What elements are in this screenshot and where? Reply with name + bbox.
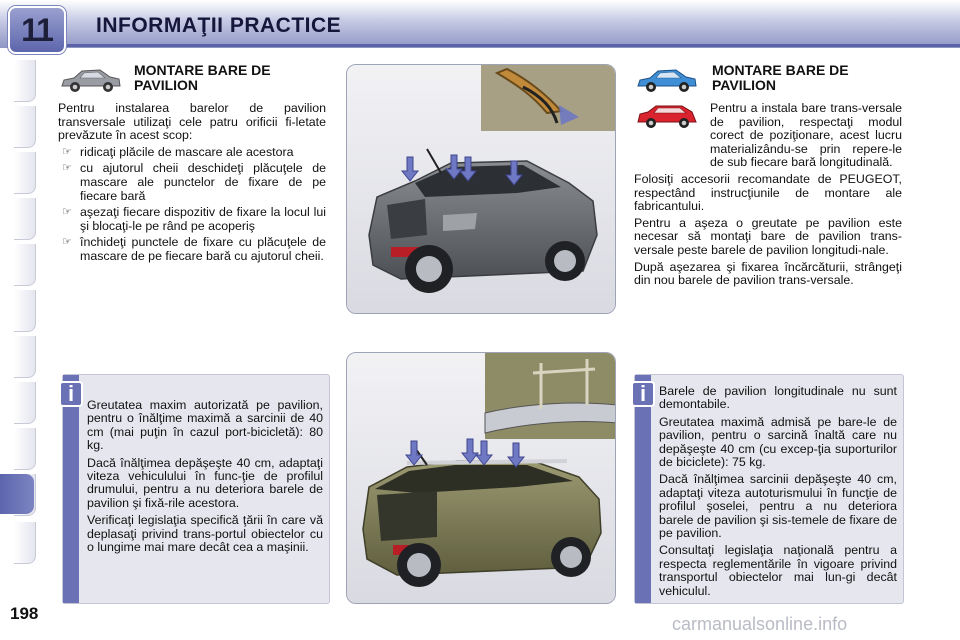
- left-section-intro: Pentru instalarea barelor de pavilion transversale utilizaţi cele patru orificii fi-letate prevăzute în acest scop:: [58, 101, 326, 143]
- list-item: ☞ ridicaţi plăcile de mascare ale acestora: [62, 144, 294, 159]
- info-box-right: [634, 374, 904, 604]
- blue-car-icon: [634, 66, 700, 96]
- pointer-icon: ☞: [62, 236, 72, 249]
- info-box-bar: [635, 375, 651, 603]
- info-paragraph: Barele de pavilion longitudinale nu sunt demontabile.: [659, 384, 897, 412]
- page-number: 198: [10, 604, 39, 623]
- chapter-badge: [8, 6, 66, 54]
- chapter-number: 11: [21, 12, 53, 48]
- header-rule: [60, 44, 960, 47]
- chapter-tab[interactable]: [14, 60, 36, 102]
- chapter-tab[interactable]: [14, 244, 36, 286]
- info-box-left-text: [87, 399, 323, 558]
- estate-illustration: [347, 353, 616, 604]
- info-paragraph: Greutatea maximă admisă pe bare-le de pavilion, pentru o sarcină înaltă care nu depăşeşte 40 cm (cu excep-ţia suporturilor de biciclete): 75 kg.: [659, 414, 897, 470]
- list-item: ☞ închideţi punctele de fixare cu plăcuţele de mascare de pe fiecare bară cu ajutorul cheii.: [62, 235, 326, 263]
- page-title: INFORMAŢII PRACTICE: [96, 14, 342, 37]
- chapter-tab[interactable]: [14, 198, 36, 240]
- right-section-paragraph: După aşezarea şi fixarea încărcăturii, strângeţi din nou barele de pavilion trans-versale.: [634, 259, 902, 288]
- chapter-tab[interactable]: [14, 106, 36, 148]
- info-paragraph: Consultaţi legislaţia naţională pentru a respecta reglementările în vigoare privind transportul obiectelor mai lun-gi decât vehiculul.: [659, 543, 897, 598]
- watermark: carmanualsonline.info: [672, 614, 848, 634]
- chapter-tab[interactable]: [14, 152, 36, 194]
- info-paragraph: Dacă înălţimea sarcinii depăşeşte 40 cm, adaptaţi viteza autoturismului în funcţie de profilul şoselei, pentru a nu deteriora barele de pavilion şi sis-temele de fixare de pe pavilion.: [659, 472, 897, 541]
- hatchback-illustration: [347, 65, 616, 314]
- chapter-tab[interactable]: [14, 522, 36, 564]
- pointer-icon: ☞: [62, 206, 72, 219]
- info-box-bar: [63, 375, 79, 603]
- pointer-icon: ☞: [62, 145, 72, 158]
- pointer-icon: ☞: [62, 162, 72, 175]
- chapter-tab[interactable]: [14, 336, 36, 378]
- right-section-paragraph: Folosiţi accesorii recomandate de PEUGEOT, respectând instrucţiunile de montare ale fabricantului.: [634, 171, 902, 214]
- right-section-title: MONTARE BARE DE PAVILION: [712, 62, 849, 93]
- chapter-tab[interactable]: [14, 382, 36, 424]
- info-paragraph: Dacă înălţimea depăşeşte 40 cm, adaptaţi viteza vehiculului în func-ţie de profilul drumului, pentru a nu deteriora barele de pavilion şi fixă-rile acestora.: [87, 455, 323, 510]
- left-section-title: MONTARE BARE DE PAVILION: [134, 62, 271, 93]
- chapter-tab[interactable]: [14, 290, 36, 332]
- hatchback-roof-photo: [346, 64, 616, 314]
- info-box-right-text: [659, 385, 897, 602]
- info-icon: i: [631, 381, 655, 407]
- list-item: ☞ cu ajutorul cheii deschideţi plăcuţele de mascare ale punctelor de fixare de pe fiecare bară: [62, 161, 326, 203]
- hatchback-car-icon: [58, 66, 124, 96]
- fixing-steps-list: [58, 146, 326, 264]
- info-paragraph: Greutatea maxim autorizată pe pavilion, pentru o înălţime maximă a sarcinii de 40 cm (mai puţin în cazul port-bicicletă): 80 kg.: [87, 398, 323, 453]
- list-item: ☞ aşezaţi fiecare dispozitiv de fixare la locul lui şi blocaţi-le pe rând pe acoperiş: [62, 205, 326, 233]
- right-section-body: [634, 102, 902, 291]
- left-section-body: [58, 102, 326, 264]
- chapter-tab[interactable]: [14, 428, 36, 470]
- right-section-paragraph: Pentru a instala bare trans-versale de pavilion, respectaţi modul corect de poziţionare, acest lucru materializându-se prin repere-le de sub fiecare bară longitudinală.: [710, 101, 902, 170]
- estate-roof-rails-photo: [346, 352, 616, 604]
- right-section-paragraph: Pentru a aşeza o greutate pe pavilion este necesar să montaţi bare de pavilion trans-versale peste barele de pavilion longitudi-nale.: [634, 215, 902, 257]
- chapter-tab-active[interactable]: [0, 474, 34, 514]
- info-box-left: [62, 374, 330, 604]
- info-paragraph: Verificaţi legislaţia specifică ţării în care vă deplasaţi privind trans-portul obiectelor cu o lungime mai mare decât cea a maşinii.: [87, 513, 323, 555]
- info-icon: i: [59, 381, 83, 407]
